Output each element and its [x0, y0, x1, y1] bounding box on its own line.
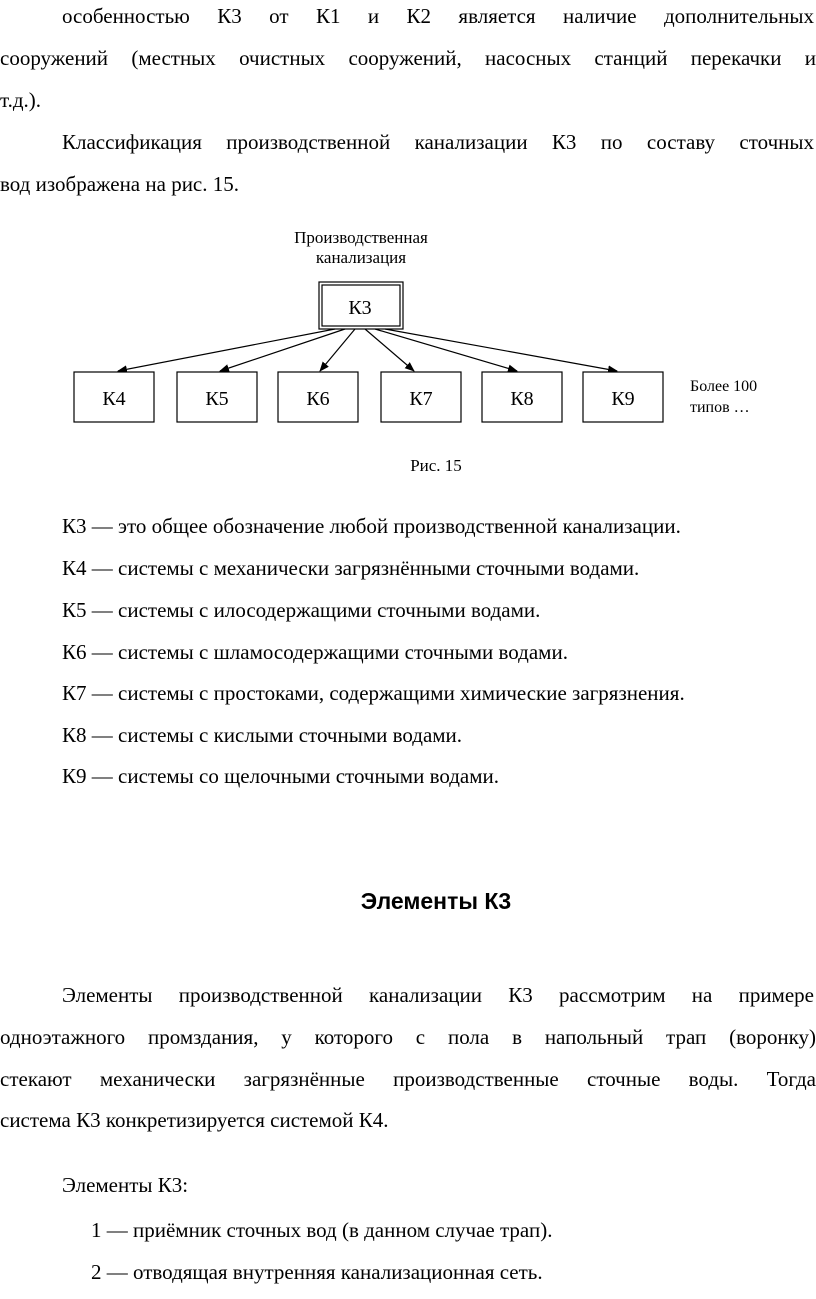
- definition-item: К8 — системы с кислыми сточными водами.: [62, 723, 463, 747]
- elements-line-4: система К3 конкретизируется системой К4.: [0, 1108, 389, 1132]
- arrow-k9: [385, 329, 617, 371]
- elements-line-3: стекают механически загрязнённые производственные сточные воды. Тогда: [0, 1067, 816, 1091]
- child-node-label: К9: [611, 388, 635, 410]
- definition-item: К9 — системы со щелочными сточными водами.: [62, 764, 500, 788]
- classification-line-2: вод изображена на рис. 15.: [0, 172, 239, 196]
- definition-item: К6 — системы с шламосодержащими сточными водами.: [62, 640, 568, 664]
- arrow-k4: [118, 329, 335, 371]
- classification-diagram: [0, 215, 816, 485]
- intro-line-1: особенностью К3 от К1 и К2 является наличие дополнительных: [62, 4, 814, 28]
- arrows: [118, 329, 617, 371]
- root-caption-line-1: Производственная: [294, 228, 428, 247]
- intro-line-2: сооружений (местных очистных сооружений, насосных станций перекачки и: [0, 46, 816, 70]
- elements-line-2: одноэтажного промздания, у которого с пола в напольный трап (воронку): [0, 1025, 816, 1049]
- child-node-k9: [583, 372, 663, 422]
- elements-line-1: Элементы производственной канализации К3 рассмотрим на примере: [62, 983, 814, 1007]
- root-caption-line-2: канализация: [315, 248, 407, 267]
- child-node-label: К5: [205, 388, 229, 410]
- definition-item: К5 — системы с илосодержащими сточными водами.: [62, 598, 541, 622]
- figure-caption: Рис. 15: [410, 456, 462, 475]
- arrow-k7: [365, 329, 414, 371]
- arrow-k8: [375, 329, 517, 371]
- elements-list-item: 1 — приёмник сточных вод (в данном случае трап).: [91, 1218, 553, 1242]
- definition-item: К4 — системы с механически загрязнёнными сточными водами.: [62, 556, 640, 580]
- child-node-k5: [177, 372, 257, 422]
- child-node-label: К4: [102, 388, 126, 410]
- definition-item: К7 — системы с простоками, содержащими химические загрязнения.: [62, 681, 685, 705]
- root-node-k3: [319, 282, 403, 329]
- child-node-k7: [381, 372, 461, 422]
- arrow-k5: [220, 329, 345, 371]
- child-node-k6: [278, 372, 358, 422]
- more-types-line-1: Более 100: [690, 378, 758, 395]
- elements-list-title: Элементы К3:: [62, 1173, 189, 1197]
- child-node-k8: [482, 372, 562, 422]
- child-node-label: К8: [510, 388, 534, 410]
- root-node-label: К3: [348, 297, 372, 319]
- definition-item: К3 — это общее обозначение любой производственной канализации.: [62, 514, 681, 538]
- classification-line-1: Классификация производственной канализации К3 по составу сточных: [62, 130, 814, 154]
- section-heading: Элементы К3: [360, 888, 512, 914]
- elements-list-item: 2 — отводящая внутренняя канализационная сеть.: [91, 1260, 543, 1284]
- child-node-k4: [74, 372, 154, 422]
- child-node-label: К6: [306, 388, 330, 410]
- child-node-label: К7: [409, 388, 433, 410]
- more-types-line-2: типов …: [690, 399, 750, 416]
- intro-line-3: т.д.).: [0, 88, 42, 112]
